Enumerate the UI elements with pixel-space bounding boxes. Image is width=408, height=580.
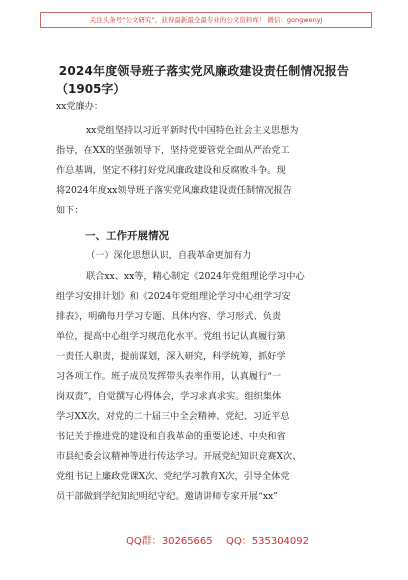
body-line-7: 岗双责”，自觉撰写心得体会，学习求真求实。组织集体 xyxy=(56,391,282,402)
intro-line-3: 作总基调，坚定不移打好党风廉政建设和反腐败斗争。现 xyxy=(56,165,286,176)
body-line-12: 员干部做到学纪知纪明纪守纪。邀请讲师专家开展“xx” xyxy=(56,491,278,502)
body-line-4: 单位，提高中心组学习规范化水平。党组书记认真履行第 xyxy=(56,331,286,342)
document-title: 2024年度领导班子落实党风廉政建设责任制情况报告 xyxy=(58,64,350,78)
footer-qq-contact: QQ：535304092 xyxy=(226,536,310,547)
section-heading-1: 一、工作开展情况 xyxy=(85,230,169,242)
body-line-5: 一责任人职责，提前谋划，深入研究，科学统筹，抓好学 xyxy=(56,351,286,362)
intro-line-2: 指导，在XX的坚强领导下，坚持党要管党全面从严治党工 xyxy=(56,145,290,156)
word-count-subtitle: （1905字） xyxy=(56,82,126,96)
salutation: xx党廉办： xyxy=(56,101,104,112)
body-line-3: 排表》，明确每月学习专题、具体内容、学习形式、负责 xyxy=(56,311,282,322)
body-line-1: 联合xx、xx等，精心制定《2024年党组理论学习中心 xyxy=(86,271,305,282)
body-line-8: 学习XX次，对党的二十届三中全会精神、党纪、习近平总 xyxy=(56,411,290,422)
promo-banner: 关注头条号“公文研究”，获得最新最全最专业的公文资料库！ 微信：gongwenyj xyxy=(40,12,372,28)
intro-line-4: 将2024年度xx领导班子落实党风廉政建设责任制情况报告 xyxy=(56,185,292,196)
body-line-9: 书记关于推进党的建设和自我革命的重要论述、中央和省 xyxy=(56,431,286,442)
body-line-11: 党组书记上廉政党课X次、党纪学习教育X次，引导全体党 xyxy=(56,471,290,482)
body-line-6: 习各项工作。班子成员发挥带头表率作用，认真履行“一 xyxy=(56,371,282,382)
body-line-2: 组学习安排计划》和《2024年党组理论学习中心组学习安 xyxy=(56,291,291,302)
intro-line-5: 如下： xyxy=(56,205,84,216)
subsection-heading-1: （一）深化思想认识，自我革命更加有力 xyxy=(86,250,252,261)
intro-line-1: xx党组坚持以习近平新时代中国特色社会主义思想为 xyxy=(86,125,299,136)
body-line-10: 市县纪委会议精神等进行传达学习。开展党纪知识竞赛X次、 xyxy=(56,451,302,462)
footer-qq-group: QQ群：30265665 xyxy=(126,536,213,547)
